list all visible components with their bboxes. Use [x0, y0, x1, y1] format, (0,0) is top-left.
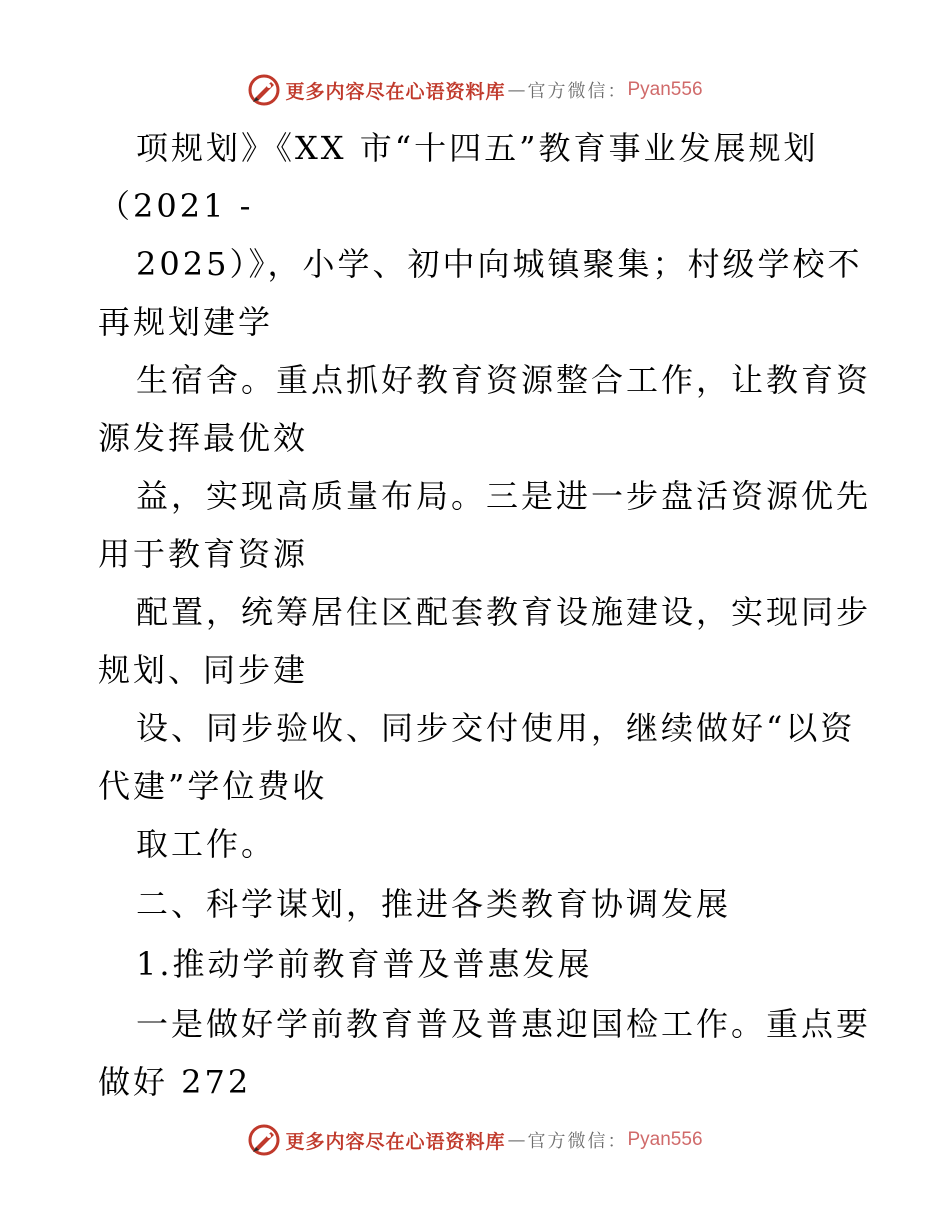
body-line: 设、同步验收、同步交付使用，继续做好“以资	[136, 709, 856, 747]
body-line: 代建”学位费收	[98, 767, 328, 805]
watermark-dash: —	[507, 79, 526, 101]
body-line: 源发挥最优效	[98, 419, 309, 457]
body-line: 配置，统筹居住区配套教育设施建设，实现同步	[136, 593, 872, 631]
watermark-official-label: 官方微信：	[527, 81, 628, 102]
watermark-wechat-id: Pyan556	[627, 79, 703, 100]
quill-logo-icon	[247, 1123, 281, 1157]
body-line: （2021 -	[98, 187, 254, 225]
body-line: 取工作。	[136, 825, 277, 863]
watermark-dash: —	[507, 1129, 526, 1151]
watermark-wechat-id: Pyan556	[627, 1129, 703, 1150]
subsection-heading: 1.推动学前教育普及普惠发展	[136, 945, 593, 983]
body-line: 再规划建学	[98, 303, 274, 341]
watermark-text: 更多内容尽在心语资料库	[285, 80, 506, 103]
body-line: 生宿舍。重点抓好教育资源整合工作，让教育资	[136, 361, 872, 399]
watermark-official-label: 官方微信：	[527, 1131, 628, 1152]
body-line: 用于教育资源	[98, 535, 309, 573]
footer-watermark	[0, 1120, 950, 1160]
body-line: 益，实现高质量布局。三是进一步盘活资源优先	[136, 477, 872, 515]
watermark-text: 更多内容尽在心语资料库	[285, 1130, 506, 1153]
section-heading: 二、科学谋划，推进各类教育协调发展	[136, 885, 732, 923]
body-line: 2025）》，小学、初中向城镇聚集；村级学校不	[136, 245, 863, 283]
body-line: 一是做好学前教育普及普惠迎国检工作。重点要	[136, 1005, 872, 1043]
body-line: 项规划》《XX 市“十四五”教育事业发展规划	[136, 129, 819, 167]
body-line: 规划、同步建	[98, 651, 309, 689]
body-line: 做好 272	[98, 1063, 252, 1101]
